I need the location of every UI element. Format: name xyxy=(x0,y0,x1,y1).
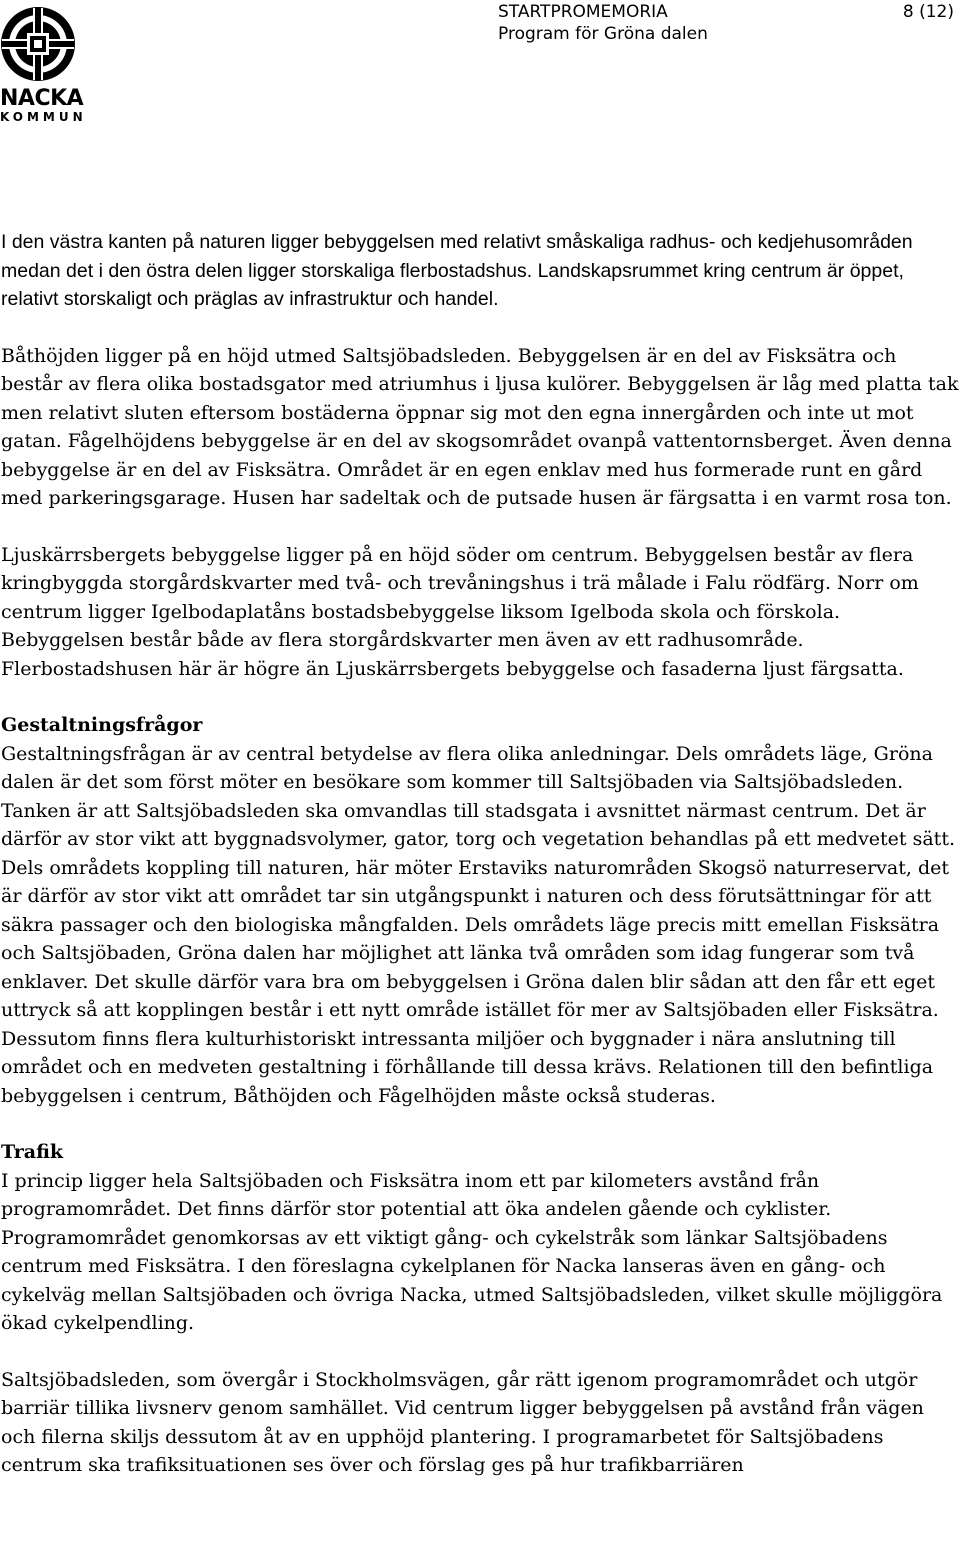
nacka-kommun-logo xyxy=(0,0,110,126)
document-body xyxy=(1,228,959,1508)
paragraph: I den västra kanten på naturen ligger bebyggelsen med relativt småskaliga radhus- och kedjehusområden medan det i den östra delen ligger storskaliga flerbostadshus. Landskapsrummet kring centrum är öppet, relativt storskaligt och präglas av infrastruktur och handel. xyxy=(1,231,913,310)
paragraph: Ljuskärrsbergets bebyggelse ligger på en höjd söder om centrum. Bebyggelsen består av flera kringbyggda storgårdskvarter med två- och trevåningshus i trä målade i Falu rödfärg. Norr om centrum ligger Igelbodaplatåns bostadsbebyggelse liksom Igelboda skola och förskola. Bebyggelsen består både av flera storgårdskvarter men även av ett radhusområde. Flerbostadshusen här är högre än Ljuskärrsbergets bebyggelse och fasaderna ljust färgsatta. xyxy=(1,543,919,680)
section-body: Gestaltningsfrågan är av central betydelse av flera olika anledningar. Dels områdets läge, Gröna dalen är det som först möter en besökare som kommer till Saltsjöbaden via Saltsjöbadsleden. Tanken är att Saltsjöbadsleden ska omvandlas till stadsgata i avsnittet närmast centrum. Det är därför av stor vikt att byggnadsvolymer, gator, torg och vegetation behandlas på ett medvetet sätt. Dels områdets koppling till naturen, här möter Erstaviks naturområden Skogsö naturreservat, det är därför av stor vikt att området tar sin utgångspunkt i naturen och dess förutsättningar för att säkra passager och den biologiska mångfalden. Dels områdets läge precis mitt emellan Fisksätra och Saltsjöbaden, Gröna dalen har möjlighet att länka två områden som idag fungerar som två enklaver. Det skulle därför vara bra om bebyggelsen i Gröna dalen blir sådan att den får ett eget uttryck så att kopplingen består i ett nytt område istället för mer av Saltsjöbaden eller Fisksätra. Dessutom finns flera kulturhistoriskt intressanta miljöer och byggnader i nära anslutning till området och en medveten gestaltning i förhållande till dessa krävs. Relationen till den befintliga bebyggelsen i centrum, Båthöjden och Fågelhöjden måste också studeras. xyxy=(1,742,955,1107)
section-heading: Gestaltningsfrågor xyxy=(1,714,203,736)
logo-name: NACKA xyxy=(0,86,84,111)
logo-sub: KOMMUN xyxy=(0,110,87,124)
paragraph: Saltsjöbadsleden, som övergår i Stockholmsvägen, går rätt igenom programområdet och utgör barriär tillika livsnerv genom samhället. Vid centrum ligger bebyggelsen på avstånd från vägen och filerna skiljs dessutom åt av en upphöjd plantering. I programarbetet för Saltsjöbadens centrum ska trafiksituationen ses över och förslag ges på hur trafikbarriären xyxy=(1,1368,924,1476)
document-type: STARTPROMEMORIA xyxy=(498,2,668,22)
page-number: 8 (12) xyxy=(902,2,954,22)
document-subtitle: Program för Gröna dalen xyxy=(498,24,708,44)
section-heading: Trafik xyxy=(1,1141,64,1163)
section-body: I princip ligger hela Saltsjöbaden och Fisksätra inom ett par kilometers avstånd från programområdet. Det finns därför stor potential att öka andelen gående och cyklister. Programområdet genomkorsas av ett viktigt gång- och cykelstråk som länkar Saltsjöbadens centrum med Fisksätra. I den föreslagna cykelplanen för Nacka lanseras även en gång- och cykelväg mellan Saltsjöbaden och övriga Nacka, utmed Saltsjöbadsleden, vilket skulle möjliggöra ökad cykelpendling. xyxy=(1,1169,943,1334)
paragraph: Båthöjden ligger på en höjd utmed Saltsjöbadsleden. Bebyggelsen är en del av Fisksätra och består av flera olika bostadsgator med atriumhus i ljusa kulörer. Bebyggelsen är låg med platta tak men relativt sluten eftersom bostäderna öppnar sig mot den egna innergården och inte ut mot gatan. Fågelhöjdens bebyggelse är en del av skogsområdet ovanpå vattentornsberget. Även denna bebyggelse är en del av Fisksätra. Området är en egen enklav med hus formerade runt en gård med parkeringsgarage. Husen har sadeltak och de putsade husen är färgsatta i en varmt rosa ton. xyxy=(1,344,959,509)
nacka-emblem-icon xyxy=(0,0,76,90)
